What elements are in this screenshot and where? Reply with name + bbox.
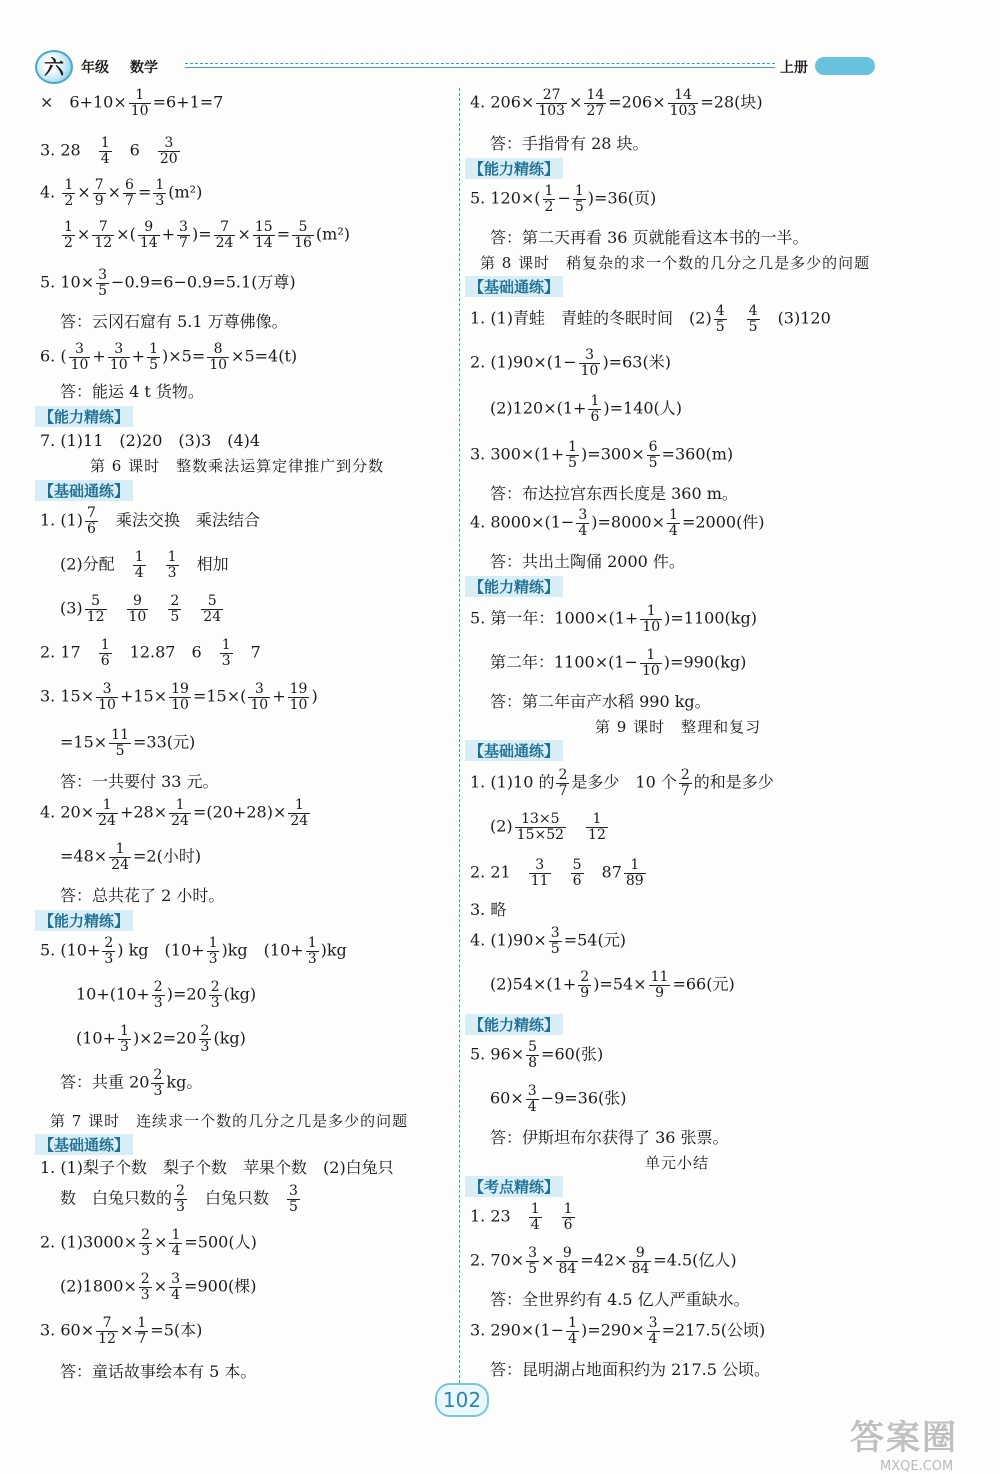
answer-line: 60× $\frac{3}{4}$ −9=36(张) <box>490 1083 627 1115</box>
section-tag: 【基础通练】 <box>465 276 563 297</box>
answer-line: × 6+10× $\frac{1}{10}$ =6+1=7 <box>40 87 224 119</box>
watermark-url: MXQE.COM <box>880 1459 954 1474</box>
answer-line: 3. 15× $\frac{3}{10}$ +15× $\frac{19}{10}$ =15×( $\frac{3}{10}$ + $\frac{19}{10}$ ) <box>40 681 318 713</box>
answer-line: $\frac{1}{2}$ × $\frac{7}{12}$ ×( $\frac{9}{14}$ + $\frac{3}{7}$ )= $\frac{7}{24}$ × $\frac{15}{14}$ = $\frac{5}{16}$ (m²) <box>64 219 350 251</box>
watermark-logo <box>850 1410 990 1474</box>
section-tag: 【能力精练】 <box>465 1014 563 1035</box>
answer-line: 3. 60× $\frac{7}{12}$ × $\frac{1}{7}$ =5(本) <box>40 1315 203 1347</box>
section-tag: 【考点精练】 <box>465 1176 563 1197</box>
answer-line: 1. 23 $\frac{1}{4}$ $\frac{1}{6}$ <box>470 1201 573 1233</box>
answer-text: 答：总共花了 2 小时。 <box>60 886 225 905</box>
answer-line: 2. 17 $\frac{1}{6}$ 12.87 6 $\frac{1}{3}$ 7 <box>40 637 261 669</box>
answer-text: 答：能运 4 t 货物。 <box>60 382 204 401</box>
answer-line: 4. 20× $\frac{1}{24}$ +28× $\frac{1}{24}$ =(20+28)× $\frac{1}{24}$ <box>40 797 309 829</box>
answer-line: 5. 96× $\frac{5}{8}$ =60(张) <box>470 1039 604 1071</box>
unit-summary-title: 单元小结 <box>645 1154 710 1172</box>
answer-line: (2)120×(1+ $\frac{1}{6}$ )=140(人) <box>490 393 683 425</box>
answer-line: 4. 206× $\frac{27}{103}$ × $\frac{14}{27}$ =206× $\frac{14}{103}$ =28(块) <box>470 87 763 119</box>
answer-line: 2. (1)3000× $\frac{2}{3}$ × $\frac{1}{4}$ =500(人) <box>40 1227 257 1259</box>
header-rule-2 <box>185 67 775 68</box>
answer-line: 3. 略 <box>470 900 507 919</box>
lesson-title: 第 6 课时 整数乘法运算定律推广到分数 <box>90 457 385 475</box>
answer-line: 第二年：1100×(1− $\frac{1}{10}$ )=990(kg) <box>490 647 747 679</box>
answer-line: (2)分配 $\frac{1}{4}$ $\frac{1}{3}$ 相加 <box>60 549 229 581</box>
answer-line: 1. (1)10 的 $\frac{2}{7}$ 是多少 10 个 $\frac{2}{7}$ 的和是多少 <box>470 767 774 799</box>
answer-line: (10+ $\frac{1}{3}$ )×2=20 $\frac{2}{3}$ (kg) <box>76 1023 246 1055</box>
answer-line: 2. 70× $\frac{3}{5}$ × $\frac{9}{84}$ =42× $\frac{9}{84}$ =4.5(亿人) <box>470 1245 737 1277</box>
answer-text: 答：共出土陶俑 2000 件。 <box>490 552 685 571</box>
answer-text: 答：第二年亩产水稻 990 kg。 <box>490 692 711 711</box>
answer-line: 数 白兔只数的 $\frac{2}{3}$ 白兔只数 $\frac{3}{5}$ <box>60 1183 298 1215</box>
section-tag: 【基础通练】 <box>35 1134 133 1155</box>
answer-line: 4. 8000×(1− $\frac{3}{4}$ )=8000× $\frac{1}{4}$ =2000(件) <box>470 507 765 539</box>
answer-line: =48× $\frac{1}{24}$ =2(小时) <box>60 841 202 873</box>
answer-text: 答：童话故事绘本有 5 本。 <box>60 1362 257 1381</box>
answer-line: 1. (1)青蛙 青蛙的冬眠时间 (2) $\frac{4}{5}$ $\frac{4}{5}$ (3)120 <box>470 303 831 335</box>
answer-line: 1. (1)梨子个数 梨子个数 苹果个数 (2)白兔只 <box>40 1158 394 1177</box>
answer-line: 7. (1)11 (2)20 (3)3 (4)4 <box>40 431 261 450</box>
header-rule <box>185 63 775 64</box>
answer-line: 5. 10× $\frac{3}{5}$ −0.9=6−0.9=5.1(万尊) <box>40 267 296 299</box>
answer-line: 2. 21 $\frac{3}{11}$ $\frac{5}{6}$ 87 $\frac{1}{89}$ <box>470 857 644 889</box>
answer-line: 3. 290×(1− $\frac{1}{4}$ )=290× $\frac{3}{4}$ =217.5(公顷) <box>470 1315 766 1347</box>
answer-line: 2. (1)90×(1− $\frac{3}{10}$ )=63(米) <box>470 347 671 379</box>
section-tag: 【基础通练】 <box>465 740 563 761</box>
answer-text: 答：手指骨有 28 块。 <box>490 134 649 153</box>
answer-text: 答：伊斯坦布尔获得了 36 张票。 <box>490 1128 729 1147</box>
grade-badge: 六 <box>35 50 73 84</box>
section-tag: 【能力精练】 <box>35 910 133 931</box>
lesson-title: 第 8 课时 稍复杂的求一个数的几分之几是多少的问题 <box>480 254 871 272</box>
answer-line: 4. $\frac{1}{2}$ × $\frac{7}{9}$ × $\frac{6}{7}$ = $\frac{1}{3}$ (m²) <box>40 177 203 209</box>
answer-text: 答：云冈石窟有 5.1 万尊佛像。 <box>60 312 288 331</box>
subject-label: 数学 <box>130 60 158 76</box>
series-badge <box>815 57 875 75</box>
answer-line: 3. 28 $\frac{1}{4}$ 6 $\frac{3}{20}$ <box>40 135 178 167</box>
lesson-title: 第 9 课时 整理和复习 <box>595 718 762 736</box>
answer-line: 6. ( $\frac{3}{10}$ + $\frac{3}{10}$ + $\frac{1}{5}$ )×5= $\frac{8}{10}$ ×5=4(t) <box>40 341 298 373</box>
section-tag: 【能力精练】 <box>465 158 563 179</box>
answer-line: 5. 120×( $\frac{1}{2}$ − $\frac{1}{5}$ )=36(页) <box>470 183 657 215</box>
answer-line: 4. (1)90× $\frac{3}{5}$ =54(元) <box>470 925 626 957</box>
answer-line: 10+(10+ $\frac{2}{3}$ )=20 $\frac{2}{3}$ (kg) <box>76 979 257 1011</box>
section-tag: 【基础通练】 <box>35 480 133 501</box>
column-divider <box>459 88 460 1388</box>
answer-text: 答：昆明湖占地面积约为 217.5 公顷。 <box>490 1360 770 1379</box>
answer-line: 1. (1) $\frac{7}{6}$ 乘法交换 乘法结合 <box>40 505 260 537</box>
answer-text: 答：第二天再看 36 页就能看这本书的一半。 <box>490 228 809 247</box>
answer-line: =15× $\frac{11}{5}$ =33(元) <box>60 727 196 759</box>
answer-line: 5. (10+ $\frac{2}{3}$ ) kg (10+ $\frac{1}{3}$ )kg (10+ $\frac{1}{3}$ )kg <box>40 935 347 967</box>
answer-line: (2)54×(1+ $\frac{2}{9}$ )=54× $\frac{11}{9}$ =66(元) <box>490 969 735 1001</box>
answer-line: 3. 300×(1+ $\frac{1}{5}$ )=300× $\frac{6}{5}$ =360(m) <box>470 439 734 471</box>
volume-label: 上册 <box>780 60 808 76</box>
answer-text: 答：布达拉宫东西长度是 360 m。 <box>490 484 738 503</box>
watermark-text: 答案圈 <box>850 1418 958 1458</box>
answer-text: 答：一共要付 33 元。 <box>60 772 219 791</box>
grade-label: 年级 <box>81 60 109 76</box>
answer-line: (3) $\frac{5}{12}$ $\frac{9}{10}$ $\frac{2}{5}$ $\frac{5}{24}$ <box>60 593 222 625</box>
section-tag: 【能力精练】 <box>465 576 563 597</box>
answer-line: (2) $\frac{13\times 5}{15\times 52}$ $\frac{1}{12}$ <box>490 811 606 843</box>
lesson-title: 第 7 课时 连续求一个数的几分之几是多少的问题 <box>50 1112 409 1130</box>
answer-text: 答：全世界约有 4.5 亿人严重缺水。 <box>490 1290 750 1309</box>
page-number: 102 <box>435 1383 489 1417</box>
page-header <box>35 45 880 85</box>
answer-line: (2)1800× $\frac{2}{3}$ × $\frac{3}{4}$ =900(棵) <box>60 1271 257 1303</box>
section-tag: 【能力精练】 <box>35 406 133 427</box>
answer-line: 5. 第一年：1000×(1+ $\frac{1}{10}$ )=1100(kg) <box>470 603 757 635</box>
answer-line: 答：共重 20 $\frac{2}{3}$ kg。 <box>60 1067 203 1099</box>
